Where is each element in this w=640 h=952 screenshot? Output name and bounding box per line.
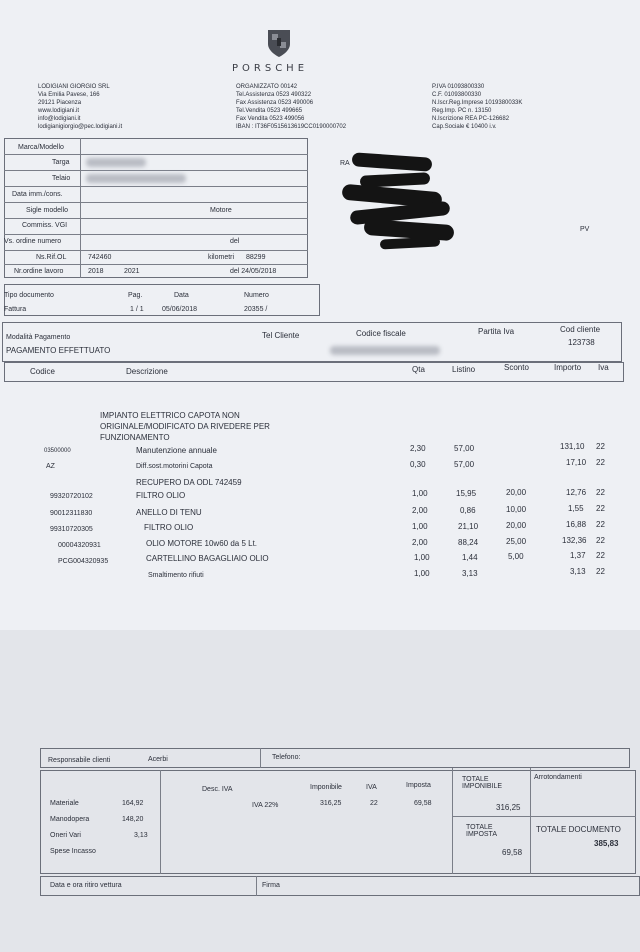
item-importo: 16,88 xyxy=(566,520,587,529)
item-qta: 2,30 xyxy=(410,444,426,453)
redacted-cf xyxy=(330,346,440,355)
item-importo: 12,76 xyxy=(566,488,587,497)
item-listino: 57,00 xyxy=(454,444,475,453)
label-codice-fiscale: Codice fiscale xyxy=(356,329,406,338)
col-descrizione: Descrizione xyxy=(126,367,168,376)
contact-line: Tel.Assistenza 0523 490322 xyxy=(236,92,312,98)
item-sconto: 20,00 xyxy=(506,488,527,497)
item-listino: 1,44 xyxy=(462,553,478,562)
header-desc-line: IMPIANTO ELETTRICO CAPOTA NON xyxy=(100,411,240,420)
label-data: Data xyxy=(174,292,189,299)
manodopera-value: 148,20 xyxy=(122,816,144,823)
doc-pag: 1 / 1 xyxy=(130,306,144,313)
header-desc-line: ORIGINALE/MODIFICATO DA RIVEDERE PER xyxy=(100,422,270,431)
cod-cliente-value: 123738 xyxy=(568,338,595,347)
item-desc: Manutenzione annuale xyxy=(136,446,217,455)
company-id-line: N.Iscr.Reg.Imprese 1019380033K xyxy=(432,100,523,106)
km-value: 88299 xyxy=(246,254,266,261)
label-modalita: Modalità Pagamento xyxy=(6,334,71,341)
label-tipo-documento: Tipo documento xyxy=(4,292,54,299)
label-rif: Ns.Rif.OL xyxy=(36,254,67,261)
item-importo: 131,10 xyxy=(560,442,585,451)
label-marca: Marca/Modello xyxy=(18,144,64,151)
col-iva: Iva xyxy=(598,363,609,372)
label-responsabile: Responsabile clienti xyxy=(48,757,111,764)
label-pag: Pag. xyxy=(128,292,143,299)
item-qta: 1,00 xyxy=(412,522,428,531)
item-iva: 22 xyxy=(596,504,605,513)
totale-imponibile-value: 316,25 xyxy=(496,803,521,812)
totale-documento-value: 385,83 xyxy=(594,839,619,848)
label-totale-imponibile: TOTALE IMPONIBILE xyxy=(462,776,503,790)
col-importo: Importo xyxy=(554,363,582,372)
item-codice: PCG004320935 xyxy=(58,558,109,565)
header-desc-line: FUNZIONAMENTO xyxy=(100,433,170,442)
contact-line: ORGANIZZATO 00142 xyxy=(236,84,298,90)
label-del: del xyxy=(230,238,240,245)
item-listino: 0,86 xyxy=(460,506,476,515)
item-iva: 22 xyxy=(596,567,605,576)
brand-wordmark: PORSCHE xyxy=(232,63,309,74)
recupero-line: RECUPERO DA ODL 742459 xyxy=(136,478,242,487)
item-iva: 22 xyxy=(596,536,605,545)
label-data-imm: Data imm./cons. xyxy=(12,191,63,198)
label-imponibile: Imponibile xyxy=(310,784,342,791)
company-id-line: Cap.Sociale € 10400 i.v. xyxy=(432,124,497,130)
item-importo: 132,36 xyxy=(562,536,587,545)
dealer-line: www.lodigiani.it xyxy=(38,108,80,114)
dealer-line: Via Emilia Pavese, 166 xyxy=(38,92,100,98)
item-codice: 03500000 xyxy=(44,448,71,454)
item-importo: 1,55 xyxy=(568,504,584,513)
item-codice: 99320720102 xyxy=(50,493,93,500)
label-ordine: Nr.ordine lavoro xyxy=(14,268,64,275)
ordine-year: 2018 xyxy=(88,268,104,275)
label-motore: Motore xyxy=(210,207,232,214)
label-firma: Firma xyxy=(262,882,280,889)
item-sconto: 20,00 xyxy=(506,521,527,530)
label-sigla: Sigle modello xyxy=(26,207,69,214)
totale-imposta-value: 69,58 xyxy=(502,848,523,857)
col-qta: Qta xyxy=(412,365,425,374)
label-cod-cliente: Cod cliente xyxy=(560,325,601,334)
item-sconto: 25,00 xyxy=(506,537,527,546)
item-listino: 21,10 xyxy=(458,522,479,531)
label-desc-iva: Desc. IVA xyxy=(202,786,233,793)
item-importo: 3,13 xyxy=(570,567,586,576)
item-qta: 2,00 xyxy=(412,538,428,547)
rif-value: 742460 xyxy=(88,254,112,261)
label-telefono: Telefono: xyxy=(272,754,301,761)
item-iva: 22 xyxy=(596,520,605,529)
modalita-value: PAGAMENTO EFFETTUATO xyxy=(6,346,111,355)
item-iva: 22 xyxy=(596,442,605,451)
iva-row-iva: 22 xyxy=(370,800,378,807)
label-partita-iva: Partita Iva xyxy=(478,327,515,336)
item-desc: Smaltimento rifiuti xyxy=(148,572,204,579)
col-listino: Listino xyxy=(452,365,476,374)
label-materiale: Materiale xyxy=(50,800,79,807)
contact-line: Tel.Vendita 0523 499665 xyxy=(236,108,303,114)
item-desc: ANELLO DI TENU xyxy=(136,508,202,517)
columns-header xyxy=(4,362,624,382)
oneri-value: 3,13 xyxy=(134,832,148,839)
contact-line: Fax Vendita 0523 499056 xyxy=(236,116,305,122)
responsabile-bar xyxy=(40,748,630,768)
customer-pv: PV xyxy=(580,226,590,233)
redacted-telaio xyxy=(86,174,186,183)
label-commiss: Commiss. VGI xyxy=(22,222,68,229)
label-manodopera: Manodopera xyxy=(50,816,90,823)
customer-ra: RA xyxy=(340,160,350,167)
doc-data: 05/06/2018 xyxy=(162,306,198,313)
signature-bar xyxy=(40,876,640,896)
item-codice: AZ xyxy=(46,463,55,470)
label-tel-cliente: Tel Cliente xyxy=(262,331,300,340)
item-desc: Diff.sost.motorini Capota xyxy=(136,463,213,470)
item-codice: 90012311830 xyxy=(50,510,93,517)
redacted-targa xyxy=(86,158,146,167)
item-qta: 1,00 xyxy=(414,553,430,562)
materiale-value: 164,92 xyxy=(122,800,144,807)
item-desc: OLIO MOTORE 10w60 da 5 Lt. xyxy=(146,539,258,548)
dealer-line: lodigianigiorgio@pec.lodigiani.it xyxy=(38,124,123,130)
porsche-crest-icon xyxy=(266,28,292,58)
item-qta: 0,30 xyxy=(410,460,426,469)
item-desc: CARTELLINO BAGAGLIAIO OLIO xyxy=(146,554,269,563)
col-sconto: Sconto xyxy=(504,363,529,372)
label-spese: Spese Incasso xyxy=(50,848,96,855)
item-sconto: 10,00 xyxy=(506,505,527,514)
dealer-line: LODIGIANI GIORGIO SRL xyxy=(38,84,110,90)
doc-numero: 20355 / xyxy=(244,306,268,313)
item-sconto: 5,00 xyxy=(508,552,524,561)
item-qta: 1,00 xyxy=(412,489,428,498)
label-totale-documento: TOTALE DOCUMENTO xyxy=(536,825,621,834)
label-arrotondamenti: Arrotondamenti xyxy=(534,774,582,781)
label-telaio: Telaio xyxy=(52,175,71,182)
payment-box xyxy=(2,322,622,362)
ordine-del: del 24/05/2018 xyxy=(230,268,277,275)
item-listino: 57,00 xyxy=(454,460,475,469)
label-targa: Targa xyxy=(52,159,70,166)
item-iva: 22 xyxy=(596,458,605,467)
item-codice: 00004320931 xyxy=(58,542,101,549)
item-importo: 17,10 xyxy=(566,458,587,467)
label-vs-ordine: Vs. ordine numero xyxy=(4,238,62,245)
ordine-num: 2021 xyxy=(124,268,140,275)
dealer-line: 29121 Piacenza xyxy=(38,100,82,106)
item-listino: 88,24 xyxy=(458,538,479,547)
contact-line: Fax Assistenza 0523 490006 xyxy=(236,100,314,106)
company-id-line: Reg.Imp. PC n. 13150 xyxy=(432,108,492,114)
item-qta: 1,00 xyxy=(414,569,430,578)
item-importo: 1,37 xyxy=(570,551,586,560)
iva-row-desc: IVA 22% xyxy=(252,802,279,809)
label-numero: Numero xyxy=(244,292,269,299)
company-id-line: P.IVA 01093800330 xyxy=(432,84,485,90)
label-data-ritiro: Data e ora ritiro vettura xyxy=(50,882,122,889)
iva-row-imposta: 69,58 xyxy=(414,800,432,807)
label-imposta: Imposta xyxy=(406,782,431,789)
dealer-line: info@lodigiani.it xyxy=(38,116,81,122)
item-listino: 15,95 xyxy=(456,489,477,498)
item-iva: 22 xyxy=(596,488,605,497)
item-listino: 3,13 xyxy=(462,569,478,578)
label-totale-imposta: TOTALE IMPOSTA xyxy=(466,824,497,838)
item-desc: FILTRO OLIO xyxy=(144,523,194,532)
col-codice: Codice xyxy=(30,367,55,376)
responsabile-value: Acerbi xyxy=(148,756,168,763)
label-km: kilometri xyxy=(208,254,235,261)
label-oneri: Oneri Vari xyxy=(50,832,81,839)
contact-line: IBAN : IT36F0515613619CC0190000702 xyxy=(236,124,347,130)
item-desc: FILTRO OLIO xyxy=(136,491,186,500)
company-id-line: N.Iscrizione REA PC-126682 xyxy=(432,116,510,122)
item-qta: 2,00 xyxy=(412,506,428,515)
item-codice: 99310720305 xyxy=(50,526,93,533)
label-iva: IVA xyxy=(366,784,377,791)
iva-row-imponibile: 316,25 xyxy=(320,800,342,807)
item-iva: 22 xyxy=(596,551,605,560)
company-id-line: C.F. 01093800330 xyxy=(432,92,482,98)
doc-tipo: Fattura xyxy=(4,306,27,313)
